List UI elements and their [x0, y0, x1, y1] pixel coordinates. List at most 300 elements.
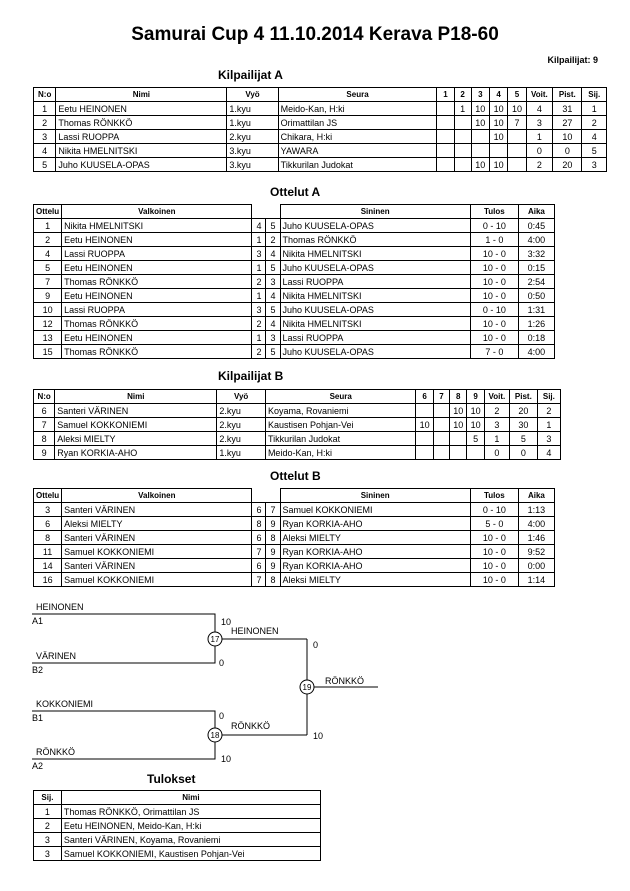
white-number: 4 — [252, 219, 266, 233]
match-result: 10 - 0 — [470, 275, 518, 289]
score-cell — [454, 144, 471, 158]
col-white-no — [252, 489, 266, 503]
match-result: 0 - 10 — [470, 303, 518, 317]
col-opp: 6 — [416, 390, 433, 404]
col-points: Pist. — [509, 390, 537, 404]
table-row — [34, 303, 555, 317]
table-row — [34, 503, 555, 517]
match-time: 1:31 — [518, 303, 554, 317]
score-cell — [437, 158, 454, 172]
white-number: 6 — [252, 559, 266, 573]
bracket-a2-name: RÖNKKÖ — [36, 747, 76, 757]
white-fighter: Eetu HEINONEN — [62, 261, 252, 275]
competitor-rank: 2.kyu — [217, 418, 266, 432]
score-cell — [454, 116, 471, 130]
col-match-no: Ottelu — [34, 489, 62, 503]
section-title-competitors-b: Kilpailijat B — [218, 369, 284, 383]
col-place: Sij. — [537, 390, 560, 404]
bracket-a2-seed: A2 — [32, 761, 44, 771]
blue-number: 5 — [266, 345, 280, 359]
table-header-row — [34, 88, 607, 102]
match-result: 10 - 0 — [470, 531, 518, 545]
match-time: 3:32 — [518, 247, 554, 261]
section-title-competitors-a: Kilpailijat A — [218, 68, 283, 82]
match-time: 4:00 — [518, 233, 554, 247]
blue-fighter: Juho KUUSELA-OPAS — [280, 303, 470, 317]
score-cell: 10 — [508, 102, 526, 116]
score-cell — [450, 432, 467, 446]
col-wins: Voit. — [526, 88, 553, 102]
col-white: Valkoinen — [62, 205, 252, 219]
col-match-no: Ottelu — [34, 205, 62, 219]
white-fighter: Thomas RÖNKKÖ — [62, 317, 252, 331]
col-club: Seura — [278, 88, 437, 102]
score-cell — [489, 144, 507, 158]
match-18-label: 18 — [210, 731, 220, 740]
match-number: 2 — [34, 233, 62, 247]
blue-number: 3 — [266, 275, 280, 289]
score-cell: 10 — [467, 418, 484, 432]
competitor-name: Santeri VÄRINEN — [55, 404, 217, 418]
match-result: 10 - 0 — [470, 559, 518, 573]
result-place: 3 — [34, 833, 62, 847]
competitor-number: 6 — [34, 404, 55, 418]
playoff-bracket — [0, 595, 630, 775]
match-number: 3 — [34, 503, 62, 517]
match-result: 10 - 0 — [470, 247, 518, 261]
competitor-number: 4 — [34, 144, 56, 158]
score-cell — [433, 418, 449, 432]
match-number: 11 — [34, 545, 62, 559]
white-fighter: Eetu HEINONEN — [62, 331, 252, 345]
match-number: 7 — [34, 275, 62, 289]
white-number: 7 — [252, 545, 266, 559]
competitor-club: YAWARA — [278, 144, 437, 158]
competitor-place: 1 — [582, 102, 607, 116]
score-cell: 7 — [508, 116, 526, 130]
blue-fighter: Nikita HMELNITSKI — [280, 289, 470, 303]
match-number: 10 — [34, 303, 62, 317]
match-number: 13 — [34, 331, 62, 345]
competitor-number: 8 — [34, 432, 55, 446]
col-no: N:o — [34, 88, 56, 102]
competitor-place: 3 — [582, 158, 607, 172]
col-result: Tulos — [470, 489, 518, 503]
bracket-a1-seed: A1 — [32, 616, 44, 626]
score-cell — [437, 116, 454, 130]
competitor-rank: 3.kyu — [227, 158, 278, 172]
score-cell: 10 — [489, 130, 507, 144]
white-fighter: Aleksi MIELTY — [62, 517, 252, 531]
match-time: 2:54 — [518, 275, 554, 289]
match-time: 4:00 — [518, 345, 554, 359]
competitor-number: 3 — [34, 130, 56, 144]
bracket-a2-score: 10 — [221, 754, 232, 764]
competitor-name: Ryan KORKIA-AHO — [55, 446, 217, 460]
competitor-wins: 3 — [484, 418, 509, 432]
table-row — [34, 446, 561, 460]
match-number: 1 — [34, 219, 62, 233]
col-opp: 8 — [450, 390, 467, 404]
table-row — [34, 102, 607, 116]
competitor-wins: 1 — [526, 130, 553, 144]
match-result: 10 - 0 — [470, 289, 518, 303]
col-points: Pist. — [553, 88, 582, 102]
competitor-points: 20 — [553, 158, 582, 172]
bracket-b2-score: 0 — [219, 658, 225, 668]
blue-number: 5 — [266, 261, 280, 275]
match-number: 4 — [34, 247, 62, 261]
match-time: 0:18 — [518, 331, 554, 345]
blue-fighter: Juho KUUSELA-OPAS — [280, 345, 470, 359]
table-row — [34, 261, 555, 275]
white-number: 3 — [252, 303, 266, 317]
bracket-b2-name: VÄRINEN — [36, 651, 77, 661]
match-time: 4:00 — [518, 517, 554, 531]
score-cell — [433, 446, 449, 460]
competitor-number: 2 — [34, 116, 56, 130]
score-cell — [508, 158, 526, 172]
bracket-b1-seed: B1 — [32, 713, 44, 723]
match-result: 0 - 10 — [470, 503, 518, 517]
competitor-wins: 4 — [526, 102, 553, 116]
score-cell: 10 — [450, 418, 467, 432]
blue-number: 4 — [266, 317, 280, 331]
col-name: Nimi — [61, 791, 320, 805]
score-cell — [450, 446, 467, 460]
col-place: Sij. — [34, 791, 62, 805]
bracket-m18-winner: RÖNKKÖ — [231, 721, 271, 731]
white-number: 8 — [252, 517, 266, 531]
white-fighter: Nikita HMELNITSKI — [62, 219, 252, 233]
table-row — [34, 317, 555, 331]
result-name: Eetu HEINONEN, Meido-Kan, H:ki — [61, 819, 320, 833]
score-cell — [467, 446, 484, 460]
bracket-m17-score: 0 — [313, 640, 319, 650]
competitor-wins: 2 — [484, 404, 509, 418]
competitor-place: 2 — [582, 116, 607, 130]
section-title-matches-a: Ottelut A — [270, 185, 321, 199]
score-cell: 10 — [471, 116, 489, 130]
match-number: 5 — [34, 261, 62, 275]
blue-number: 5 — [266, 219, 280, 233]
competitor-name: Samuel KOKKONIEMI — [55, 418, 217, 432]
competitor-rank: 2.kyu — [217, 404, 266, 418]
white-fighter: Samuel KOKKONIEMI — [62, 545, 252, 559]
table-row — [34, 418, 561, 432]
table-row — [34, 345, 555, 359]
table-header-row — [34, 390, 561, 404]
competitor-club: Chikara, H:ki — [278, 130, 437, 144]
col-blue: Sininen — [280, 489, 470, 503]
score-cell — [454, 158, 471, 172]
table-row — [34, 233, 555, 247]
blue-number: 8 — [266, 573, 280, 587]
competitor-points: 0 — [509, 446, 537, 460]
competitor-number: 7 — [34, 418, 55, 432]
result-place: 3 — [34, 847, 62, 861]
col-opp: 3 — [471, 88, 489, 102]
competitor-wins: 1 — [484, 432, 509, 446]
competitors-b-table — [33, 389, 561, 460]
table-row — [34, 833, 321, 847]
competitor-number: 9 — [34, 446, 55, 460]
table-row — [34, 130, 607, 144]
table-row — [34, 247, 555, 261]
white-number: 1 — [252, 289, 266, 303]
score-cell: 10 — [489, 116, 507, 130]
blue-fighter: Juho KUUSELA-OPAS — [280, 261, 470, 275]
white-fighter: Thomas RÖNKKÖ — [62, 275, 252, 289]
blue-fighter: Ryan KORKIA-AHO — [280, 559, 470, 573]
match-result: 10 - 0 — [470, 545, 518, 559]
score-cell — [471, 144, 489, 158]
table-header-row — [34, 791, 321, 805]
matches-b-table — [33, 488, 555, 587]
blue-fighter: Thomas RÖNKKÖ — [280, 233, 470, 247]
competitor-club: Meido-Kan, H:ki — [265, 446, 416, 460]
blue-fighter: Aleksi MIELTY — [280, 573, 470, 587]
competitor-name: Lassi RUOPPA — [56, 130, 227, 144]
table-header-row — [34, 205, 555, 219]
score-cell — [437, 102, 454, 116]
table-row — [34, 559, 555, 573]
competitor-count: Kilpailijat: 9 — [547, 55, 598, 65]
match-number: 6 — [34, 517, 62, 531]
match-result: 7 - 0 — [470, 345, 518, 359]
blue-fighter: Nikita HMELNITSKI — [280, 247, 470, 261]
blue-number: 2 — [266, 233, 280, 247]
match-number: 8 — [34, 531, 62, 545]
page-title: Samurai Cup 4 11.10.2014 Kerava P18-60 — [131, 24, 499, 45]
competitor-club: Kaustisen Pohjan-Vei — [265, 418, 416, 432]
match-result: 0 - 10 — [470, 219, 518, 233]
competitor-rank: 1.kyu — [227, 116, 278, 130]
table-row — [34, 144, 607, 158]
competitor-wins: 0 — [526, 144, 553, 158]
col-time: Aika — [518, 489, 554, 503]
match-time: 1:13 — [518, 503, 554, 517]
blue-fighter: Ryan KORKIA-AHO — [280, 545, 470, 559]
section-title-matches-b: Ottelut B — [270, 469, 321, 483]
white-number: 3 — [252, 247, 266, 261]
competitor-rank: 1.kyu — [227, 102, 278, 116]
competitor-name: Aleksi MIELTY — [55, 432, 217, 446]
score-cell — [437, 130, 454, 144]
match-result: 1 - 0 — [470, 233, 518, 247]
table-row — [34, 847, 321, 861]
white-fighter: Lassi RUOPPA — [62, 247, 252, 261]
table-row — [34, 545, 555, 559]
bracket-m17-winner: HEINONEN — [231, 626, 279, 636]
blue-number: 5 — [266, 303, 280, 317]
match-19-circle — [300, 680, 314, 694]
match-result: 5 - 0 — [470, 517, 518, 531]
col-rank: Vyö — [217, 390, 266, 404]
match-time: 9:52 — [518, 545, 554, 559]
score-cell — [433, 432, 449, 446]
match-result: 10 - 0 — [470, 331, 518, 345]
blue-fighter: Lassi RUOPPA — [280, 275, 470, 289]
col-wins: Voit. — [484, 390, 509, 404]
col-white-no — [252, 205, 266, 219]
competitor-wins: 3 — [526, 116, 553, 130]
competitor-place: 4 — [582, 130, 607, 144]
col-opp: 4 — [489, 88, 507, 102]
matches-a-table — [33, 204, 555, 359]
match-number: 9 — [34, 289, 62, 303]
match-18-circle — [208, 728, 222, 742]
col-white: Valkoinen — [62, 489, 252, 503]
score-cell: 10 — [467, 404, 484, 418]
match-17-circle — [208, 632, 222, 646]
bracket-b1-name: KOKKONIEMI — [36, 699, 94, 709]
competitor-wins: 0 — [484, 446, 509, 460]
white-number: 2 — [252, 345, 266, 359]
match-17-label: 17 — [210, 635, 220, 644]
col-no: N:o — [34, 390, 55, 404]
white-fighter: Eetu HEINONEN — [62, 233, 252, 247]
col-rank: Vyö — [227, 88, 278, 102]
competitor-points: 30 — [509, 418, 537, 432]
competitor-place: 1 — [537, 418, 560, 432]
col-place: Sij. — [582, 88, 607, 102]
match-time: 1:14 — [518, 573, 554, 587]
white-number: 1 — [252, 233, 266, 247]
match-time: 1:46 — [518, 531, 554, 545]
bracket-a1-name: HEINONEN — [36, 602, 84, 612]
blue-number: 3 — [266, 331, 280, 345]
white-fighter: Santeri VÄRINEN — [62, 531, 252, 545]
match-number: 12 — [34, 317, 62, 331]
bracket-final-winner: RÖNKKÖ — [325, 676, 365, 686]
match-result: 10 - 0 — [470, 317, 518, 331]
blue-fighter: Juho KUUSELA-OPAS — [280, 219, 470, 233]
blue-number: 9 — [266, 559, 280, 573]
match-result: 10 - 0 — [470, 573, 518, 587]
score-cell — [454, 130, 471, 144]
result-name: Samuel KOKKONIEMI, Kaustisen Pohjan-Vei — [61, 847, 320, 861]
white-number: 2 — [252, 317, 266, 331]
competitor-points: 5 — [509, 432, 537, 446]
competitor-club: Tikkurilan Judokat — [278, 158, 437, 172]
competitor-points: 31 — [553, 102, 582, 116]
score-cell — [508, 130, 526, 144]
col-opp: 9 — [467, 390, 484, 404]
blue-fighter: Nikita HMELNITSKI — [280, 317, 470, 331]
score-cell — [416, 404, 433, 418]
col-opp: 2 — [454, 88, 471, 102]
table-row — [34, 331, 555, 345]
blue-fighter: Samuel KOKKONIEMI — [280, 503, 470, 517]
bracket-a1-score: 10 — [221, 617, 232, 627]
competitor-rank: 2.kyu — [217, 432, 266, 446]
competitor-rank: 1.kyu — [217, 446, 266, 460]
competitor-club: Orimattilan JS — [278, 116, 437, 130]
competitor-club: Koyama, Rovaniemi — [265, 404, 416, 418]
white-fighter: Samuel KOKKONIEMI — [62, 573, 252, 587]
col-result: Tulos — [470, 205, 518, 219]
score-cell: 10 — [471, 102, 489, 116]
white-number: 1 — [252, 261, 266, 275]
score-cell: 10 — [489, 158, 507, 172]
competitor-place: 4 — [537, 446, 560, 460]
col-club: Seura — [265, 390, 416, 404]
blue-fighter: Aleksi MIELTY — [280, 531, 470, 545]
table-row — [34, 275, 555, 289]
competitor-points: 10 — [553, 130, 582, 144]
score-cell: 5 — [467, 432, 484, 446]
table-row — [34, 219, 555, 233]
score-cell — [433, 404, 449, 418]
score-cell — [416, 446, 433, 460]
competitor-rank: 3.kyu — [227, 144, 278, 158]
competitors-a-table — [33, 87, 607, 172]
col-opp: 7 — [433, 390, 449, 404]
white-fighter: Thomas RÖNKKÖ — [62, 345, 252, 359]
blue-fighter: Lassi RUOPPA — [280, 331, 470, 345]
competitor-number: 1 — [34, 102, 56, 116]
table-row — [34, 531, 555, 545]
col-opp: 5 — [508, 88, 526, 102]
match-result: 10 - 0 — [470, 261, 518, 275]
blue-number: 9 — [266, 545, 280, 559]
white-fighter: Santeri VÄRINEN — [62, 503, 252, 517]
score-cell: 1 — [454, 102, 471, 116]
table-header-row — [34, 489, 555, 503]
col-time: Aika — [518, 205, 554, 219]
competitor-name: Juho KUUSELA-OPAS — [56, 158, 227, 172]
blue-number: 4 — [266, 289, 280, 303]
table-row — [34, 116, 607, 130]
competitor-points: 27 — [553, 116, 582, 130]
blue-number: 8 — [266, 531, 280, 545]
results-table — [33, 790, 321, 861]
score-cell — [508, 144, 526, 158]
table-row — [34, 573, 555, 587]
table-row — [34, 289, 555, 303]
col-blue-no — [266, 489, 280, 503]
table-row — [34, 805, 321, 819]
section-title-results: Tulokset — [147, 772, 196, 786]
white-number: 1 — [252, 331, 266, 345]
blue-number: 4 — [266, 247, 280, 261]
result-place: 1 — [34, 805, 62, 819]
match-time: 0:00 — [518, 559, 554, 573]
competitor-points: 20 — [509, 404, 537, 418]
competitor-name: Nikita HMELNITSKI — [56, 144, 227, 158]
blue-number: 7 — [266, 503, 280, 517]
competitor-club: Tikkurilan Judokat — [265, 432, 416, 446]
match-time: 1:26 — [518, 317, 554, 331]
match-time: 0:45 — [518, 219, 554, 233]
col-opp: 1 — [437, 88, 454, 102]
bracket-b2-seed: B2 — [32, 665, 44, 675]
match-number: 16 — [34, 573, 62, 587]
white-fighter: Eetu HEINONEN — [62, 289, 252, 303]
white-number: 7 — [252, 573, 266, 587]
table-row — [34, 404, 561, 418]
match-number: 15 — [34, 345, 62, 359]
competitor-number: 5 — [34, 158, 56, 172]
white-number: 6 — [252, 531, 266, 545]
blue-number: 9 — [266, 517, 280, 531]
table-row — [34, 432, 561, 446]
col-name: Nimi — [56, 88, 227, 102]
table-row — [34, 158, 607, 172]
result-name: Thomas RÖNKKÖ, Orimattilan JS — [61, 805, 320, 819]
competitor-club: Meido-Kan, H:ki — [278, 102, 437, 116]
